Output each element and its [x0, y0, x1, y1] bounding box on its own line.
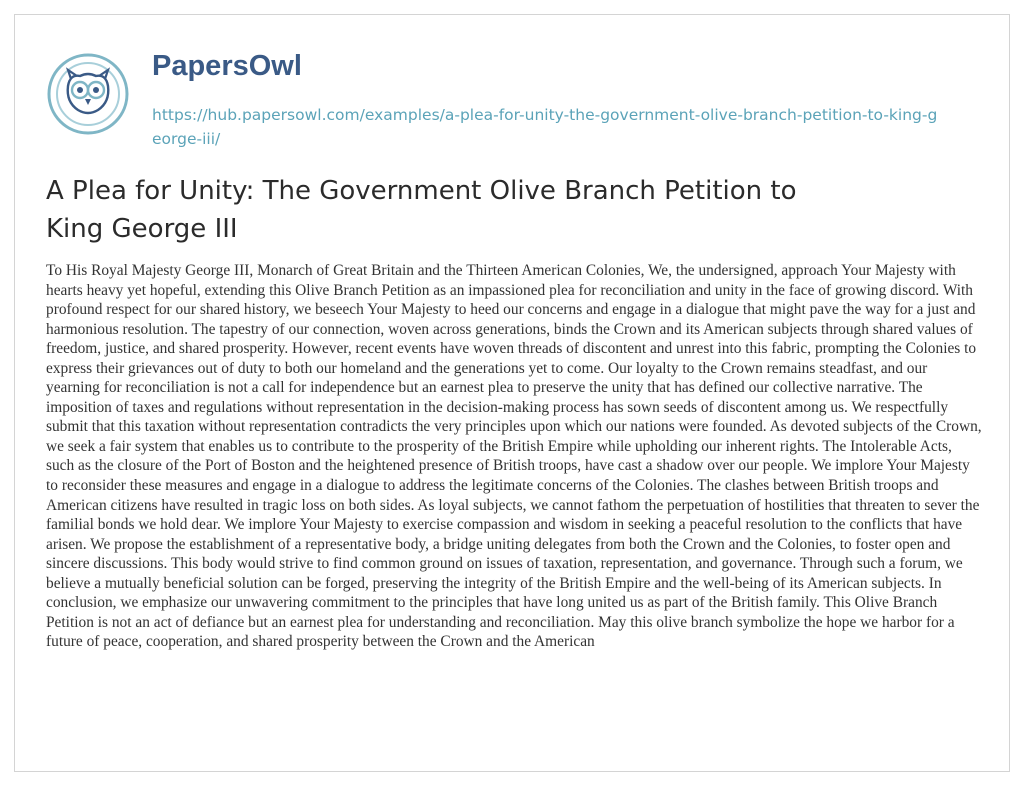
- source-url-link[interactable]: https://hub.papersowl.com/examples/a-plea-for-unity-the-government-olive-branch-petition-to-king-george-iii/: [152, 106, 938, 148]
- brand-name[interactable]: PapersOwl: [152, 50, 302, 82]
- document-body: To His Royal Majesty George III, Monarch of Great Britain and the Thirteen American Colonies, We, the undersigned, approach Your Majesty with hearts heavy yet hopeful, extending this Olive Branch Petition as an impassioned plea for reconciliation and unity in the face of growing discord. With profound respect for our shared history, we beseech Your Majesty to heed our concerns and engage in a dialogue that might pave the way for a just and harmonious resolution. The tapestry of our connection, woven across generations, binds the Crown and its American subjects through shared values of freedom, justice, and shared prosperity. However, recent events have woven threads of discontent and unrest into this fabric, prompting the Colonies to express their grievances out of duty to both our homeland and the generations yet to come. Our loyalty to the Crown remains steadfast, and our yearning for reconciliation is not a call for independence but an earnest plea to preserve the unity that has defined our collective narrative. The imposition of taxes and regulations without representation in the decision-making process has sown seeds of discontent among us. We respectfully submit that this taxation without representation contradicts the very principles upon which our nations were founded. As devoted subjects of the Crown, we seek a fair system that enables us to contribute to the prosperity of the British Empire while upholding our inherent rights. The Intolerable Acts, such as the closure of the Port of Boston and the heightened presence of British troops, have cast a shadow over our people. We implore Your Majesty to reconsider these measures and engage in a dialogue to address the legitimate concerns of the Colonies. The clashes between British troops and American citizens have resulted in tragic loss on both sides. As loyal subjects, we cannot fathom the perpetuation of hostilities that threaten to sever the familial bonds we hold dear. We implore Your Majesty to exercise compassion and wisdom in seeking a peaceful resolution to the conflicts that have arisen. We propose the establishment of a representative body, a bridge uniting delegates from both the Crown and the Colonies, to foster open and sincere discussions. This body would strive to find common ground on issues of taxation, representation, and governance. Through such a forum, we believe a mutually beneficial solution can be forged, preserving the integrity of the British Empire and the well-being of its American subjects. In conclusion, we emphasize our unwavering commitment to the principles that have long united us as part of the British family. This Olive Branch Petition is not an act of defiance but an earnest plea for understanding and reconciliation. May this olive branch symbolize the hope we harbor for a future of peace, cooperation, and shared prosperity between the Crown and the American: [46, 262, 982, 651]
- owl-logo-icon: [46, 52, 130, 136]
- header: [46, 32, 986, 162]
- document-title: A Plea for Unity: The Government Olive Branch Petition to King George III: [46, 176, 797, 244]
